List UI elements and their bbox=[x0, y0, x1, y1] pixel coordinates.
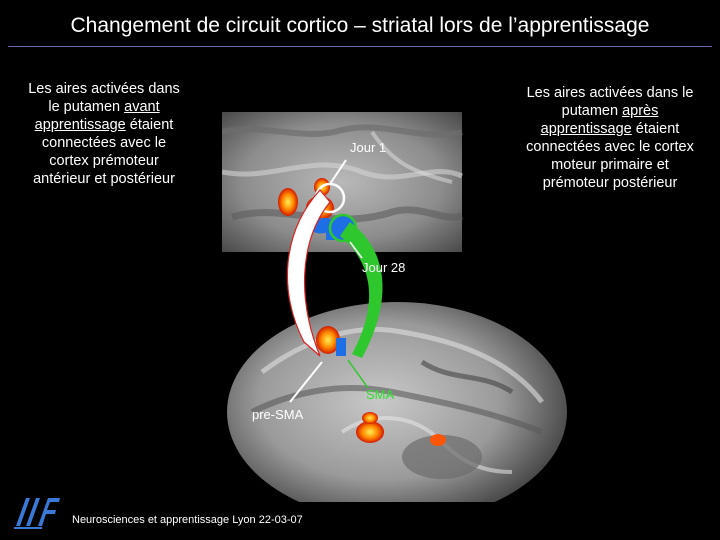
left-underlined-apprentissage: apprentissage bbox=[34, 117, 126, 133]
left-line-5: cortex prémoteur bbox=[49, 153, 159, 169]
label-jour-28: Jour 28 bbox=[362, 260, 406, 275]
left-underlined-avant: avant bbox=[124, 99, 160, 115]
right-underlined-apprentissage: apprentissage bbox=[540, 121, 632, 137]
label-sma: SMA bbox=[366, 387, 395, 402]
label-presma: pre-SMA bbox=[252, 407, 304, 422]
right-line-1: Les aires activées dans le bbox=[526, 85, 694, 101]
left-line-4: connectées avec le bbox=[41, 135, 167, 151]
right-line-6: prémoteur postérieur bbox=[542, 175, 678, 191]
institution-logo bbox=[12, 494, 62, 530]
left-line-1: Les aires activées dans bbox=[28, 81, 180, 97]
left-line-2a: le putamen bbox=[48, 99, 125, 115]
title-divider bbox=[8, 46, 712, 47]
left-description bbox=[8, 80, 200, 188]
mri-lower-image bbox=[222, 302, 567, 502]
footer-text: Neurosciences et apprentissage Lyon 22-03-07 bbox=[72, 514, 303, 526]
slide-title: Changement de circuit cortico – striatal lors de l’apprentissage bbox=[70, 14, 650, 37]
left-line-3b: étaient bbox=[125, 117, 174, 133]
right-line-2a: putamen bbox=[561, 103, 623, 119]
brain-mri-figure bbox=[222, 112, 702, 502]
right-line-5: moteur primaire et bbox=[551, 157, 669, 173]
right-line-3b: étaient bbox=[631, 121, 680, 137]
right-underlined-apres: après bbox=[622, 103, 659, 119]
right-line-4: connectées avec le cortex bbox=[526, 139, 694, 155]
label-jour-1: Jour 1 bbox=[350, 140, 387, 155]
left-line-6: antérieur et postérieur bbox=[33, 171, 175, 187]
